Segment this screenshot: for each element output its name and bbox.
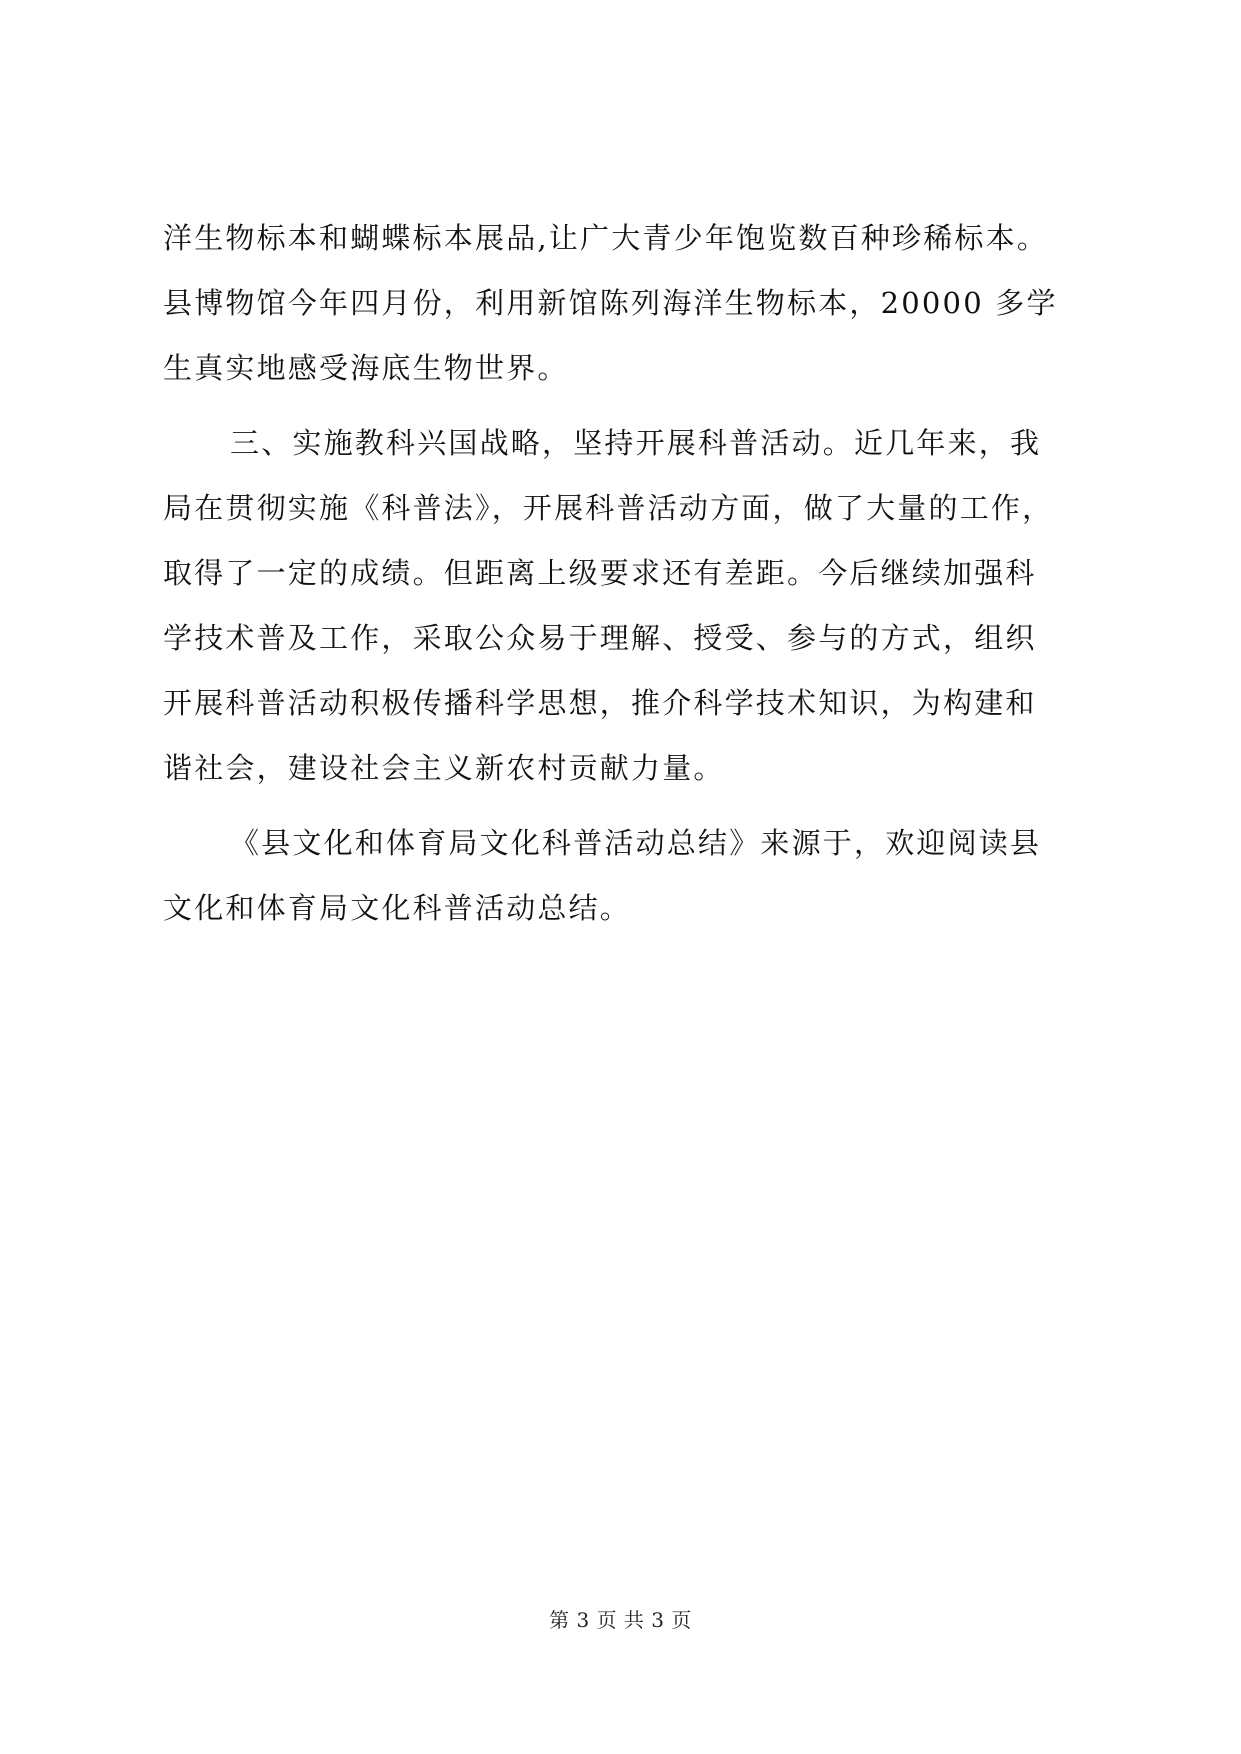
paragraph-line: 局在贯彻实施《科普法》，开展科普活动方面，做了大量的工作， xyxy=(163,491,1054,525)
paragraph-line: 县博物馆今年四月份，利用新馆陈列海洋生物标本，20000 多学 xyxy=(163,286,1058,320)
paragraph-line: 洋生物标本和蝴蝶标本展品,让广大青少年饱览数百种珍稀标本。 xyxy=(163,221,1049,255)
paragraph-line: 开展科普活动积极传播科学思想，推介科学技术知识，为构建和 xyxy=(163,686,1037,720)
page-number-footer: 第 3 页 共 3 页 xyxy=(549,1608,692,1632)
paragraph-line: 取得了一定的成绩。但距离上级要求还有差距。今后继续加强科 xyxy=(163,556,1037,590)
closing-paragraph-line: 《县文化和体育局文化科普活动总结》来源于，欢迎阅读县 xyxy=(230,826,1042,860)
paragraph-line: 谐社会，建设社会主义新农村贡献力量。 xyxy=(163,751,725,785)
paragraph-line: 生真实地感受海底生物世界。 xyxy=(163,351,569,385)
section-heading-line: 三、实施教科兴国战略，坚持开展科普活动。近几年来，我 xyxy=(230,426,1042,460)
paragraph-line: 学技术普及工作，采取公众易于理解、授受、参与的方式，组织 xyxy=(163,621,1037,655)
closing-paragraph-line: 文化和体育局文化科普活动总结。 xyxy=(163,891,632,925)
